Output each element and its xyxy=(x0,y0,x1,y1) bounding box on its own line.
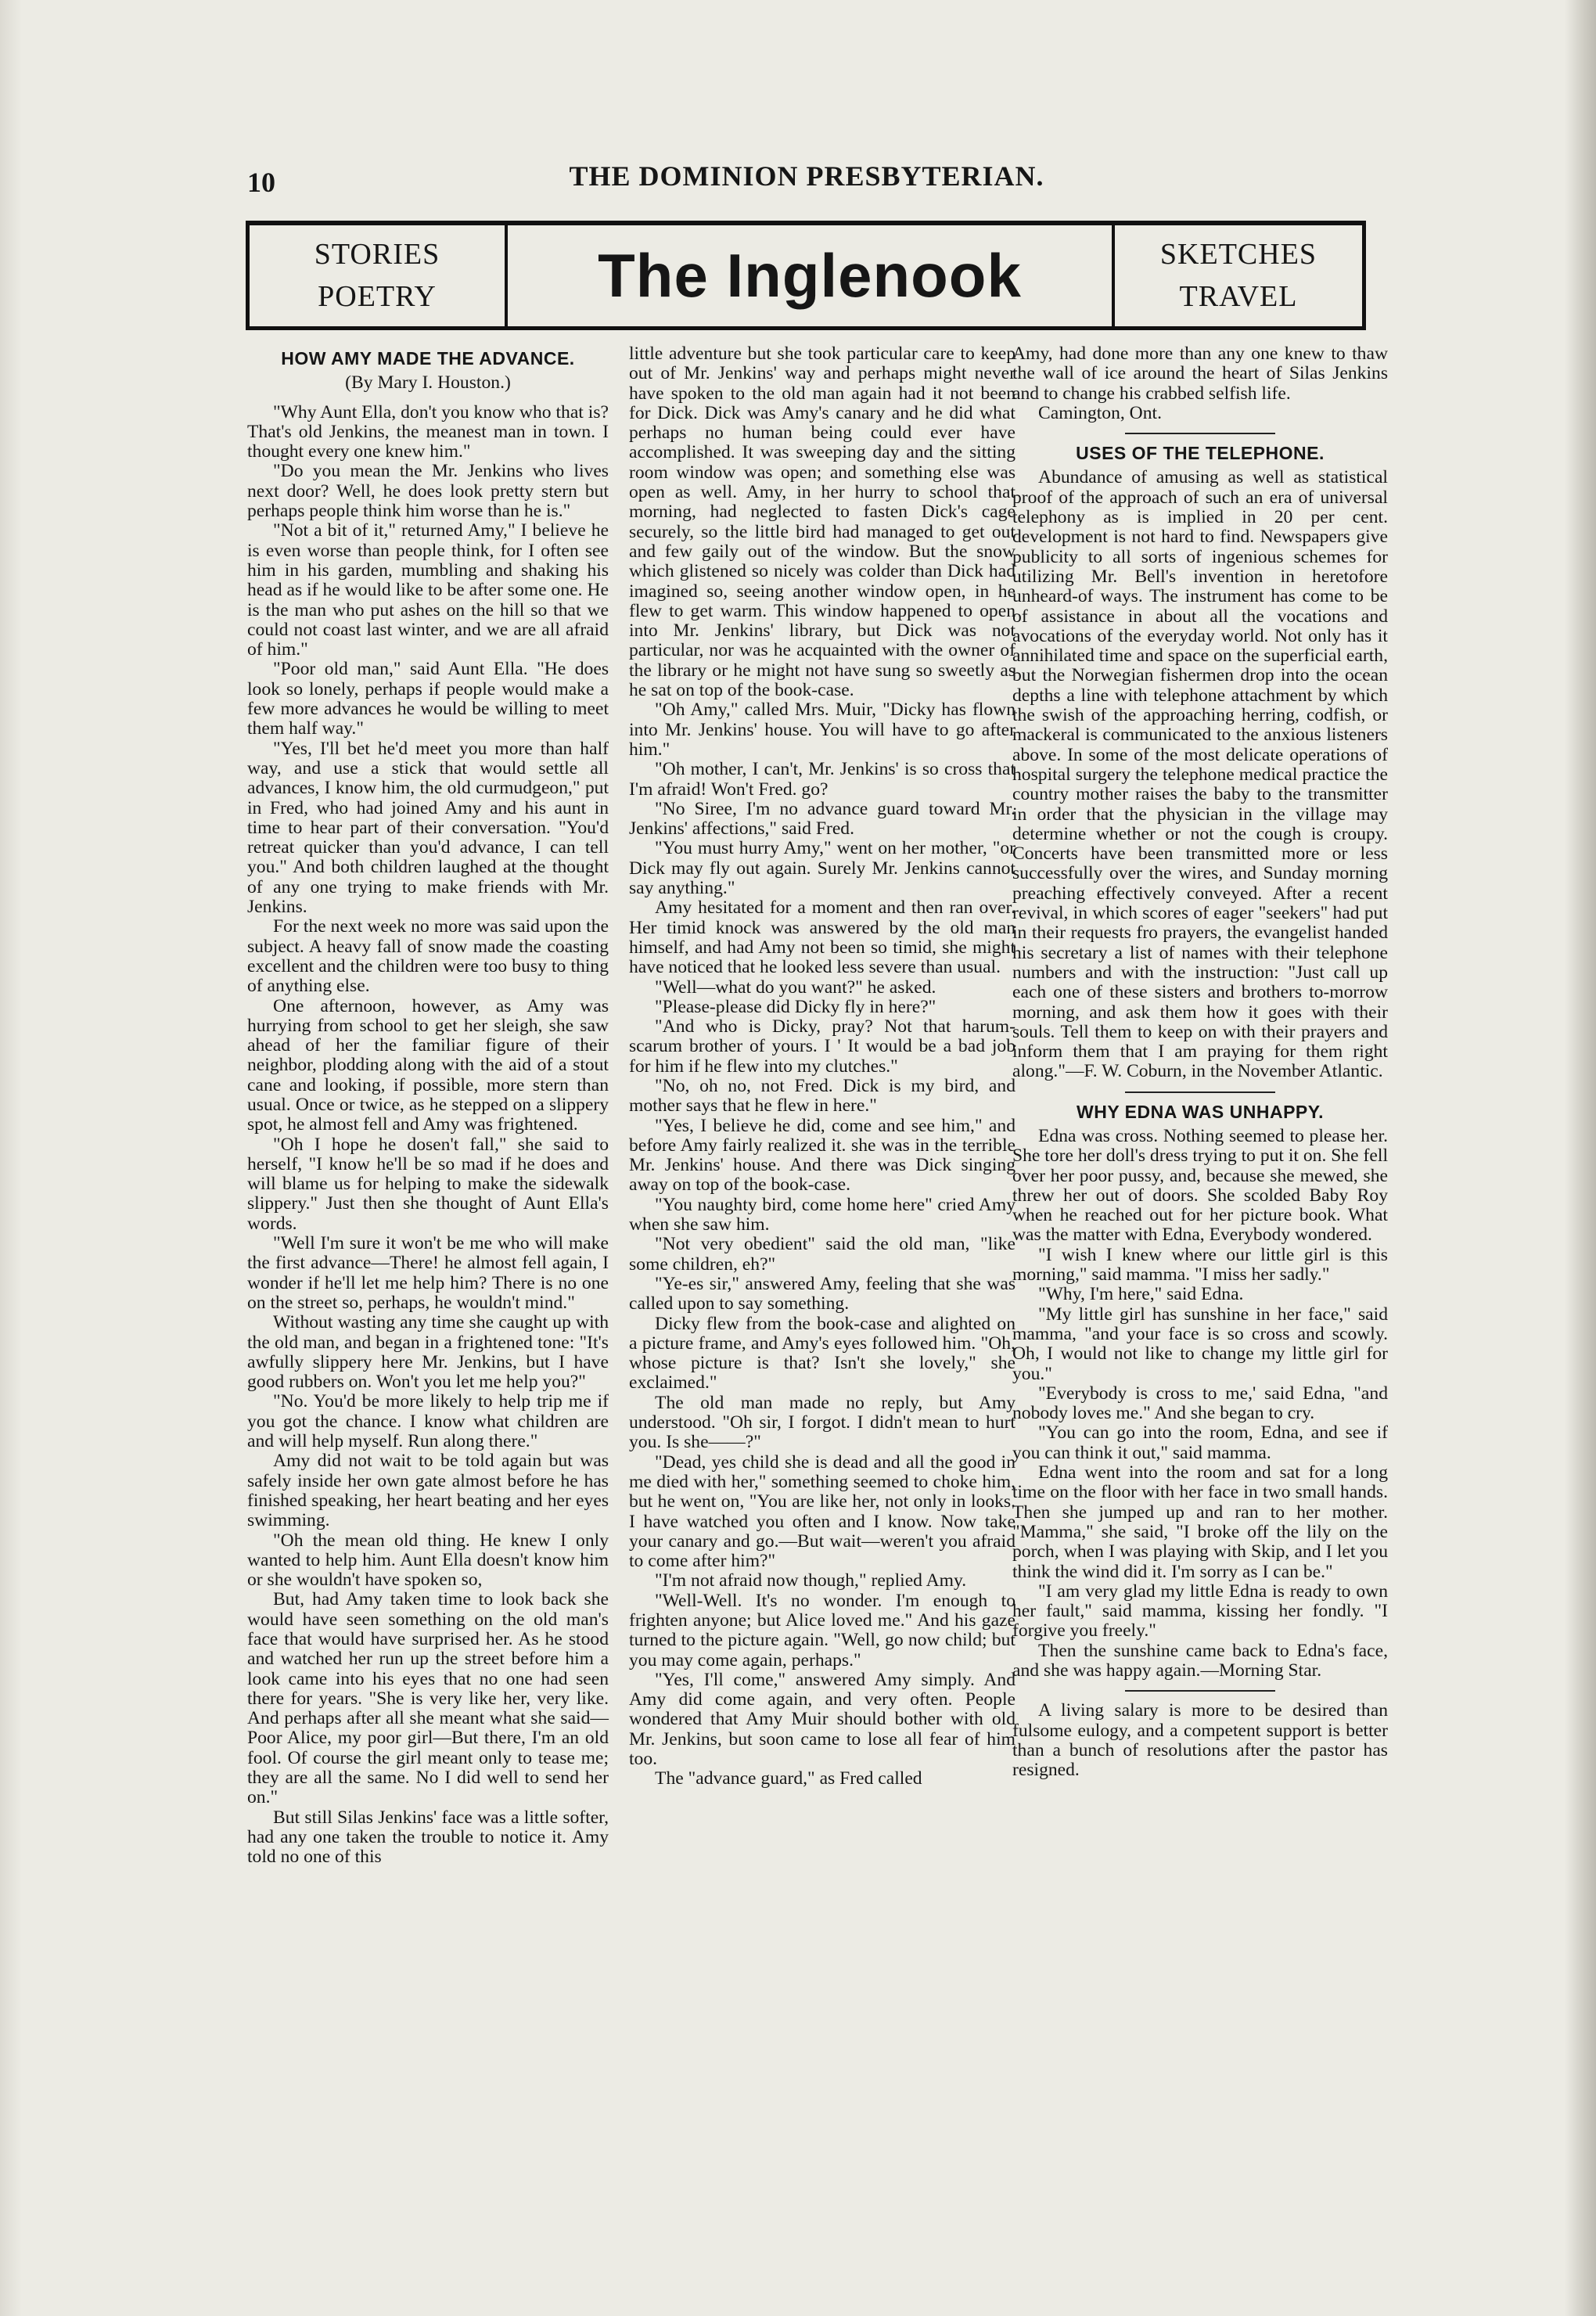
story1-paragraph: One afternoon, however, as Amy was hurrying from school to get her sleigh, she saw ahead of her the familiar figure of their neighbor, plodding along with the aid of a stout cane and looking, if possible, more stern than usual. Once or twice, as he stepped on a slippery spot, he almost fell and Amy was frightened. xyxy=(247,995,609,1135)
story1-paragraph: "No. You'd be more likely to help trip me if you got the chance. I know what children are and will help myself. Run along there." xyxy=(247,1391,609,1452)
story1-paragraph: "Poor old man," said Aunt Ella. "He does look so lonely, perhaps if people would make a few more advances he would be willing to meet them half way." xyxy=(247,659,609,739)
story1-paragraph: "Why Aunt Ella, don't you know who that is? That's old Jenkins, the meanest man in town. I thought every one knew him." xyxy=(247,401,609,462)
story1-paragraph: "Please-please did Dicky fly in here?" xyxy=(655,996,936,1017)
story2-title: USES OF THE TELEPHONE. xyxy=(1076,443,1325,464)
story3-paragraph: Edna went into the room and sat for a long time on the floor with her face in two small hands. Then she jumped up and ran to her mother. "Mamma," she said, "I broke off the lily on the porch, when I was playing with Skip, and I let you think the wind did it. I'm sorry as I can be." xyxy=(1012,1462,1388,1582)
story3-paragraph: "My little girl has sunshine in her face," said mamma, "and your face is so cross and scowly. Oh, I would not like to change my little girl for you." xyxy=(1012,1304,1388,1384)
banner-left-box xyxy=(250,225,508,326)
section-banner xyxy=(246,221,1366,330)
story1-paragraph: "Oh mother, I can't, Mr. Jenkins' is so cross that I'm afraid! Won't Fred. go? xyxy=(629,759,1015,800)
story1-paragraph: For the next week no more was said upon the subject. A heavy fall of snow made the coasting excellent and the children were too busy to thing of anything else. xyxy=(247,916,609,997)
divider-rule xyxy=(1125,1690,1275,1692)
story1-paragraph: "Well—what do you want?" he asked. xyxy=(655,976,936,998)
story1-paragraph: Amy hesitated for a moment and then ran over. Her timid knock was answered by the old man himself, and had Amy not been so timid, she might have noticed that he looked less severe than usual. xyxy=(629,897,1015,978)
story1-paragraph: "And who is Dicky, pray? Not that harum-scarum brother of yours. I ' It would be a bad job for him if he flew into my clutches." xyxy=(629,1016,1015,1077)
story1-paragraph: "Not very obedient" said the old man, "like some children, eh?" xyxy=(629,1234,1015,1275)
story1-paragraph: "Yes, I'll come," answered Amy simply. And Amy did come again, and very often. People wondered that Amy Muir should bother with old Mr. Jenkins, but soon came to lose all fear of him too. xyxy=(629,1669,1015,1770)
story1-title: HOW AMY MADE THE ADVANCE. xyxy=(281,348,575,369)
story3-paragraph: "I am very glad my little Edna is ready to own her fault," said mamma, kissing her fondly. "I forgive you freely." xyxy=(1012,1581,1388,1642)
column-3 xyxy=(1012,344,1388,1780)
story1-byline: (By Mary I. Houston.) xyxy=(345,372,511,394)
banner-left-line1: STORIES xyxy=(314,238,440,272)
story1-paragraph: "You must hurry Amy," went on her mother, "or Dick may fly out again. Surely Mr. Jenkins cannot say anything." xyxy=(629,838,1015,899)
story1-paragraph: Amy, had done more than any one knew to thaw the wall of ice around the heart of Silas Jenkins and to change his crabbed selfish life. xyxy=(1012,343,1388,404)
story1-paragraph: "You naughty bird, come home here" cried Amy when she saw him. xyxy=(629,1194,1015,1235)
story2-paragraph: Abundance of amusing as well as statistical proof of the approach of such an era of universal telephony as is implied in 20 per cent. development is not hard to find. Newspapers give publicity to all sorts of ingenious schemes for utilizing Mr. Bell's invention in heretofore unheard-of ways. The instrument has come to be of assistance in about all the vocations and avocations of the everyday world. Not only has it annihilated time and space on the superficial earth, but the Norwegian fishermen drop into the ocean depths a line with telephone attachment by which the swish of the approaching herring, codfish, or mackeral is communicated to the anxious listeners above. In some of the most delicate operations of hospital surgery the telephone medical practice the country mother raises the baby to the transmitter in order that the physician in the village may determine whether or not the cough is croupy. Concerts have been transmitted more or less successfully over the wires, and Sunday morning preaching effectively conveyed. After a recent revival, in which scores of eager "seekers" had put in their requests fro prayers, the evangelist handed his secretary a list of names with their telephone numbers and with the instruction: "Just call up each one of these sisters and brothers to-morrow morning, and ask them how it goes with their souls. Tell them to keep on with their prayers and inform them that I am praying for them right along."—F. W. Coburn, in the November Atlantic. xyxy=(1012,467,1388,1082)
story1-paragraph: The old man made no reply, but Amy understood. "Oh sir, I forgot. I didn't mean to hurt you. Is she——?" xyxy=(629,1392,1015,1453)
story1-paragraph: "Do you mean the Mr. Jenkins who lives next door? Well, he does look pretty stern but perhaps people think him worse than he is." xyxy=(247,461,609,522)
story3-paragraph: "I wish I knew where our little girl is this morning," said mamma. "I miss her sadly." xyxy=(1012,1244,1388,1286)
story1-paragraph: "Yes, I believe he did, come and see him," and before Amy fairly realized it. she was in the terrible Mr. Jenkins' house. And there was Dick singing away on top of the book-case. xyxy=(629,1115,1015,1196)
running-head: THE DOMINION PRESBYTERIAN. xyxy=(569,160,1044,192)
page-number: 10 xyxy=(247,167,275,198)
banner-left-line2: POETRY xyxy=(318,279,437,313)
story3-paragraph: Edna was cross. Nothing seemed to please her. She tore her doll's dress trying to put it on. She fell over her poor pussy, and, because she mewed, she threw her out of doors. She scolded Baby Roy when he reached out for her picture book. What was the matter with Edna, Everybody wondered. xyxy=(1012,1125,1388,1246)
divider-rule xyxy=(1125,433,1275,434)
filler-paragraph: A living salary is more to be desired than fulsome eulogy, and a competent support is better than a bunch of resolutions after the pastor has resigned. xyxy=(1012,1700,1388,1781)
story1-paragraph: "Well I'm sure it won't be me who will make the first advance—There! he almost fell again, I wonder if he'll let me help him? There is no one on the street so, perhaps, he wouldn't mind." xyxy=(247,1233,609,1313)
story1-paragraph: "Oh I hope he dosen't fall," she said to herself, "I know he'll be so mad if he does and will blame us for helping to make the sidewalk slippery." Just then she thought of Aunt Ella's words. xyxy=(247,1134,609,1234)
story1-paragraph: The "advance guard," as Fred called xyxy=(655,1768,922,1789)
banner-right-line2: TRAVEL xyxy=(1179,279,1298,313)
column-2 xyxy=(629,344,1015,1789)
story3-paragraph: "You can go into the room, Edna, and see if you can think it out," said mamma. xyxy=(1012,1422,1388,1463)
story1-paragraph: "Ye-es sir," answered Amy, feeling that she was called upon to say something. xyxy=(629,1273,1015,1314)
scan-edge-left xyxy=(0,0,22,2316)
story3-paragraph: Then the sunshine came back to Edna's face, and she was happy again.—Morning Star. xyxy=(1012,1640,1388,1681)
story1-paragraph: "Oh Amy," called Mrs. Muir, "Dicky has flown into Mr. Jenkins' house. You will have to go after him." xyxy=(629,699,1015,760)
story1-paragraph: "No Siree, I'm no advance guard toward Mr. Jenkins' affections," said Fred. xyxy=(629,798,1015,840)
scan-edge-right xyxy=(1565,0,1596,2316)
story1-paragraph: Dicky flew from the book-case and alighted on a picture frame, and Amy's eyes followed him. "Oh, whose picture is that? Isn't she lovely," she exclaimed." xyxy=(629,1313,1015,1394)
story1-paragraph: little adventure but she took particular care to keep out of Mr. Jenkins' way and perhaps might never have spoken to the old man again had it not been for Dick. Dick was Amy's canary and he did what perhaps no human being could ever have accomplished. It was sweeping day and the sitting room window was open; and something else was open as well. Amy, in her hurry to school that morning, had neglected to fasten Dick's cage securely, so the little bird had managed to get out and few gaily out of the window. But the snow which glistened so nicely was colder than Dick had imagined so, seeing another window open, in he flew to get warm. This window happened to open into Mr. Jenkins' library, but Dick was not particular, nor was he acquainted with the owner of the library or he might not have sung so sweetly as he sat on top of the book-case. xyxy=(629,343,1015,701)
banner-right-box xyxy=(1112,225,1362,326)
story1-paragraph: But, had Amy taken time to look back she would have seen something on the old man's face that would have surprised her. As he stood and watched her run up the street before him a look came into his eyes that no one had seen there for years. "She is very like her, very like. And perhaps after all she meant what she said—Poor Alice, my poor girl—But there, I'm an old fool. Of course the girl meant only to tease me; they are all the same. No I did well to send her on." xyxy=(247,1589,609,1808)
story1-paragraph: But still Silas Jenkins' face was a little softer, had any one taken the trouble to notice it. Amy told no one of this xyxy=(247,1807,609,1868)
story1-paragraph: "Dead, yes child she is dead and all the good in me died with her," something seemed to choke him, but he went on, "You are like her, not only in looks. I have watched you often and I know. Now take your canary and go.—But wait—weren't you afraid to come after him?" xyxy=(629,1451,1015,1572)
banner-right-line1: SKETCHES xyxy=(1159,238,1317,272)
story1-paragraph: "Not a bit of it," returned Amy," I believe he is even worse than people think, for I often see him in his garden, mumbling and shaking his head as if he would like to be after some one. He is the man who put ashes on the hill so that we could not coast last winter, and we are all afraid of him." xyxy=(247,520,609,660)
story3-paragraph: "Why, I'm here," said Edna. xyxy=(1038,1284,1244,1305)
banner-title: The Inglenook xyxy=(598,241,1022,310)
story1-paragraph: Amy did not wait to be told again but was safely inside her own gate almost before he has finished speaking, her heart beating and her eyes swimming. xyxy=(247,1451,609,1531)
story3-title: WHY EDNA WAS UNHAPPY. xyxy=(1077,1101,1324,1122)
story1-paragraph: "Well-Well. It's no wonder. I'm enough to frighten anyone; but Alice loved me." And his gaze turned to the picture again. "Well, go now child; but you may come again, perhaps." xyxy=(629,1590,1015,1670)
story1-paragraph: "Yes, I'll bet he'd meet you more than half way, and use a stick that would settle all advances, I know him, the old curmudgeon," put in Fred, who had joined Amy and his aunt in time to hear part of their conversation. "You'd retreat quicker than you'd advance, I can tell you." And both children laughed at the thought of any one trying to make friends with Mr. Jenkins. xyxy=(247,738,609,918)
story1-paragraph: "I'm not afraid now though," replied Amy. xyxy=(655,1570,967,1591)
divider-rule xyxy=(1125,1091,1275,1093)
story1-signoff: Camington, Ont. xyxy=(1038,402,1162,423)
column-1 xyxy=(247,344,609,1868)
story3-paragraph: "Everybody is cross to me,' said Edna, "and nobody loves me." And she began to cry. xyxy=(1012,1383,1388,1424)
story1-paragraph: "Oh the mean old thing. He knew I only wanted to help him. Aunt Ella doesn't know him or she wouldn't have spoken so, xyxy=(247,1530,609,1591)
story1-paragraph: Without wasting any time she caught up with the old man, and began in a frightened tone: "It's awfully slippery here Mr. Jenkins, but I have good rubbers on. Won't you let me help you?" xyxy=(247,1312,609,1393)
story1-paragraph: "No, oh no, not Fred. Dick is my bird, and mother says that he flew in here." xyxy=(629,1075,1015,1117)
